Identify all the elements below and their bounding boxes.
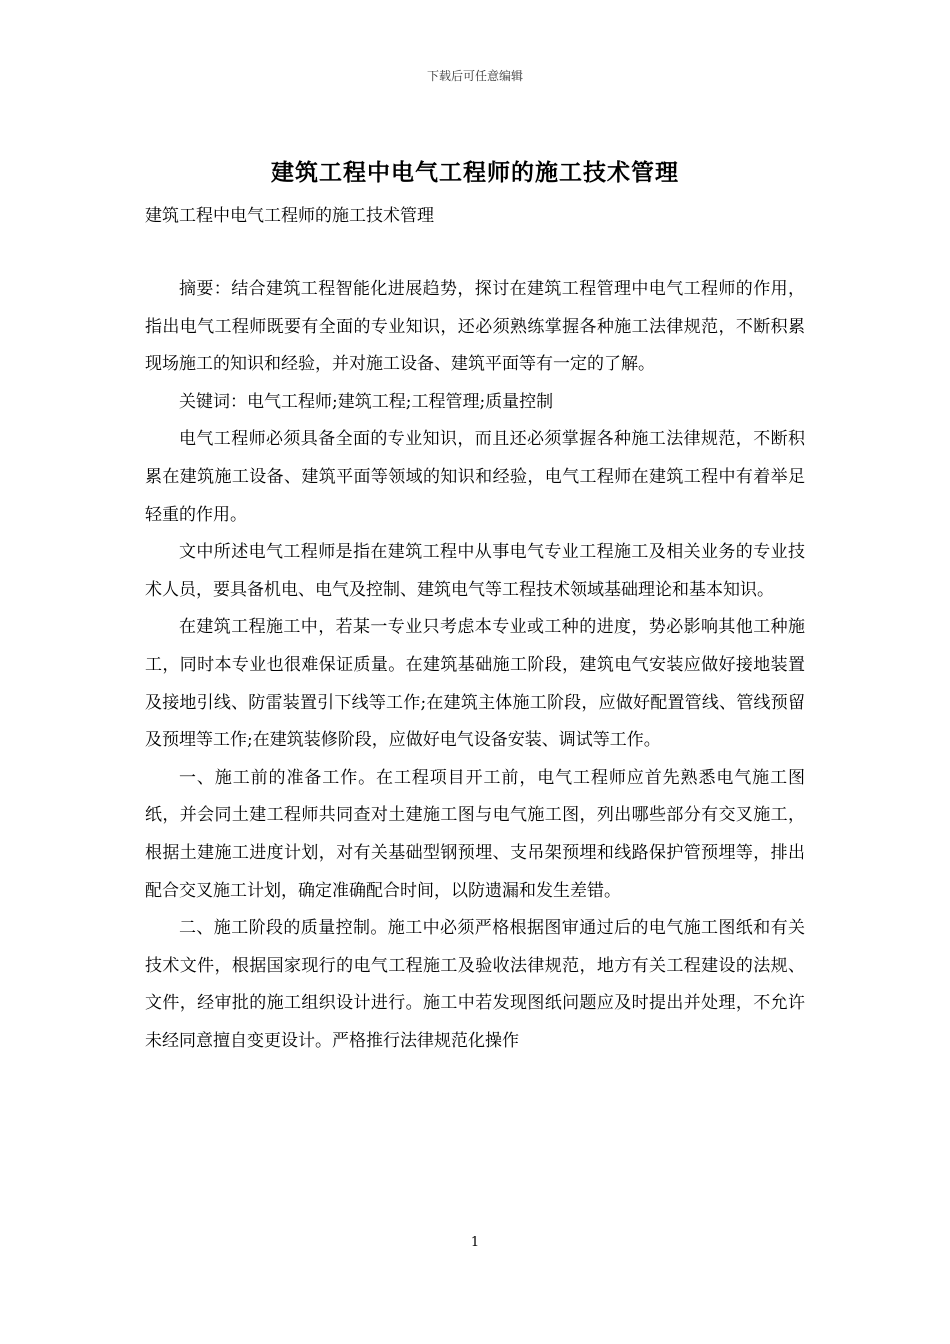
body-paragraph: 二、施工阶段的质量控制。施工中必须严格根据图审通过后的电气施工图纸和有关技术文件，根据国家现行的电气工程施工及验收法律规范，地方有关工程建设的法规、文件，经审批的施工组织设计进行。施工中若发现图纸问题应及时提出并处理，不允许未经同意擅自变更设计。严格推行法律规范化操作: [145, 918, 805, 1051]
document-title: 建筑工程中电气工程师的施工技术管理: [271, 160, 679, 186]
body-paragraph: 在建筑工程施工中，若某一专业只考虑本专业或工种的进度，势必影响其他工种施工，同时本专业也很难保证质量。在建筑基础施工阶段，建筑电气安装应做好接地装置及接地引线、防雷装置引下线等工作;在建筑主体施工阶段，应做好配置管线、管线预留及预埋等工作;在建筑装修阶段，应做好电气设备安装、调试等工作。: [145, 617, 805, 751]
body-paragraph: 文中所述电气工程师是指在建筑工程中从事电气专业工程施工及相关业务的专业技术人员，要具备机电、电气及控制、建筑电气等工程技术领域基础理论和基本知识。: [145, 542, 805, 600]
page-number: 1: [470, 1235, 480, 1250]
document-body: [145, 271, 805, 1060]
abstract-paragraph: 摘要：结合建筑工程智能化进展趋势，探讨在建筑工程管理中电气工程师的作用，指出电气工程师既要有全面的专业知识，还必须熟练掌握各种施工法律规范，不断积累现场施工的知识和经验，并对施工设备、建筑平面等有一定的了解。: [145, 279, 805, 375]
body-paragraph: 一、施工前的准备工作。在工程项目开工前，电气工程师应首先熟悉电气施工图纸，并会同土建工程师共同查对土建施工图与电气施工图，列出哪些部分有交叉施工，根据土建施工进度计划，对有关基础型钢预埋、支吊架预埋和线路保护管预埋等，排出配合交叉施工计划，确定准确配合时间，以防遗漏和发生差错。: [145, 767, 805, 901]
document-subtitle: 建筑工程中电气工程师的施工技术管理: [145, 206, 434, 226]
keywords-paragraph: 关键词：电气工程师;建筑工程;工程管理;质量控制: [179, 391, 554, 412]
page-header: 下载后可任意编辑: [426, 69, 523, 83]
body-paragraph: 电气工程师必须具备全面的专业知识，而且还必须掌握各种施工法律规范，不断积累在建筑施工设备、建筑平面等领域的知识和经验，电气工程师在建筑工程中有着举足轻重的作用。: [145, 429, 805, 525]
